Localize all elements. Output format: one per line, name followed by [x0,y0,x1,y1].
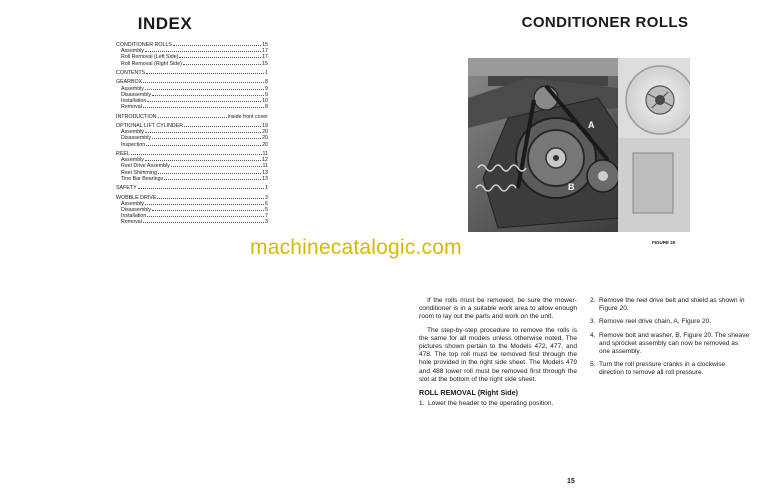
index-entry-label: Disassembly [121,206,152,213]
index-entry-label: Assembly [121,85,144,92]
dot-leader [145,89,264,90]
dot-leader [143,222,264,223]
index-entry [116,70,268,76]
index-entry-label: CONTENTS [116,70,146,76]
index-subentry [116,142,268,148]
index-entry-label: Assembly [121,200,144,207]
index-entry-page: 8 [265,79,268,86]
index-entry-page: 20 [262,135,268,142]
index-entry-page: 13 [262,169,268,176]
dot-leader [138,188,264,189]
step-number: 1. [419,400,425,408]
procedure-step [419,400,577,408]
dot-leader [158,173,261,174]
dot-leader [152,95,264,96]
index-entry-label: Installation [121,98,147,104]
index-entry-label: Tine Bar Bearings [121,175,164,182]
dot-leader [146,73,264,74]
step-number: 2. [590,297,596,304]
procedure-step [590,332,750,357]
index-entry-label: WOBBLE DRIVE [116,194,157,201]
index-entry [116,185,268,191]
index-title: INDEX [137,14,193,33]
dot-leader [145,204,264,205]
index-entry-page: 3 [265,194,268,201]
index-entry-page: 15 [262,42,268,48]
step-number: 3. [590,318,596,326]
index-entry-label: Assembly [121,48,144,55]
index-entry-label: OPTIONAL LIFT CYLINDER [116,122,184,129]
dot-leader [147,101,261,102]
index-entry-page: 17 [262,48,268,55]
index-entry-page: 20 [262,141,268,148]
dot-leader [145,51,261,52]
index-entry-page: 11 [262,163,268,170]
index-entry-page: 11 [262,150,268,157]
roll-removal-subheading: ROLL REMOVAL (Right Side) [419,388,519,398]
index-entry-label: Assembly [121,157,144,164]
index-entry-label: REEL [116,150,130,157]
index-entry-page: 10 [262,98,268,104]
machine-illustration [468,58,690,232]
index-entry-label: CONDITIONER ROLLS [116,42,172,48]
index-entry-page: 3 [265,219,268,226]
dot-leader [171,166,262,167]
index-entry-page: 17 [262,54,268,61]
dot-leader [173,45,261,46]
index-entry-label: Removal [121,219,142,226]
procedure-paragraph: The step-by-step procedure to remove the rolls is the same for all models unless otherwise noted. The pictures shown pertain to the Models 472, 477, and 478. The top roll must be removed first through the hole provided in the right side sheet. The Models 479 and 488 lower roll must be removed first through the slot at the bottom of the right side sheet. [419,326,577,383]
index-entry-label: Roll Removal (Left Side) [121,54,179,61]
dot-leader [145,160,261,161]
dot-leader [152,210,264,211]
index-entry-label: Assembly [121,129,144,136]
index-entry-label: Installation [121,213,147,220]
index-subentry [116,176,268,182]
intro-paragraph: If the rolls must be removed, be sure the mower-conditioner is in a suitable work area to allow enough room to lay out the parts and work on the unit. [419,297,577,321]
index-entry-page: 7 [265,213,268,220]
page-number: 15 [567,478,575,485]
index-entry-label: Reel Shimming [121,169,157,176]
body-column-left [419,297,577,413]
procedure-step [590,297,750,313]
index-group [116,151,268,182]
dot-leader [131,154,262,155]
index-entry-page: 15 [262,60,268,67]
step-number: 5. [590,361,596,369]
index-group [116,70,268,76]
procedure-step [590,361,750,377]
index-entry-label: GEARBOX [116,79,143,86]
section-title: CONDITIONER ROLLS [521,14,689,31]
procedure-step [590,318,750,326]
index-entry-label: SAFETY [116,185,137,192]
dot-leader [183,64,261,65]
dot-leader [152,138,261,139]
index-entry-label: Roll Removal (Right Side) [121,60,182,67]
index-entry-label: Disassembly [121,135,152,142]
index-subentry [116,219,268,225]
index-entry-page: 5 [265,206,268,213]
index-entry-page: 13 [262,175,268,182]
index-entry-page: 9 [265,91,268,98]
index-entry-page: 12 [262,157,268,164]
index-entry-page: 8 [265,104,268,111]
index-group [116,114,268,120]
index-group [116,185,268,191]
watermark: machinecatalogic.com [250,236,462,259]
index-entry-page: 9 [265,85,268,92]
index-entry-label: Disassembly [121,91,152,98]
index-entry-page: inside front cover [227,113,268,120]
index-entry-page: 6 [265,200,268,207]
index-group [116,123,268,148]
index-entry-label: Inspection [121,141,146,148]
dot-leader [179,57,261,58]
index-subentry [116,61,268,67]
index-entry-page: 20 [262,129,268,136]
dot-leader [147,216,264,217]
index-group [116,79,268,110]
index-entry-page: 1 [265,70,268,76]
step-number: 4. [590,331,596,339]
steps-left [419,400,577,408]
dot-leader [143,107,264,108]
index-entry-page: 19 [262,122,268,129]
body-column-right [590,297,750,383]
index-entry-label: INTRODUCTION [116,113,157,120]
dot-leader [146,145,261,146]
step-text: Turn the roll pressure cranks in a clockwise direction to remove all roll pressure. [599,361,726,377]
figure-label-b: B [568,182,575,192]
index-entry-label: Reel Drive Assembly [121,163,170,170]
index-entry-page: 1 [265,185,268,192]
figure-20-photo [468,58,690,232]
index-list [116,42,268,229]
step-text: Lower the header to the operating position. [428,400,554,408]
dot-leader [164,179,261,180]
figure-caption: FIGURE 20 [652,240,676,245]
index-entry-label: Removal [121,104,142,111]
dot-leader [143,82,264,83]
index-subentry [116,104,268,110]
dot-leader [145,132,261,133]
index-group [116,195,268,226]
dot-leader [158,117,227,118]
steps-right [590,297,750,378]
step-text: Remove reel drive chain, A, Figure 20. [599,318,712,326]
index-group [116,42,268,67]
dot-leader [184,126,261,127]
figure-label-a: A [588,120,595,130]
step-text: Remove bolt and washer, B, Figure 20. The sheave and sprocket assembly can now be removed as one assembly. [599,331,750,356]
index-entry [116,114,268,120]
dot-leader [157,198,264,199]
step-text: Remove the reel drive belt and shield as shown in Figure 20. [599,297,745,313]
